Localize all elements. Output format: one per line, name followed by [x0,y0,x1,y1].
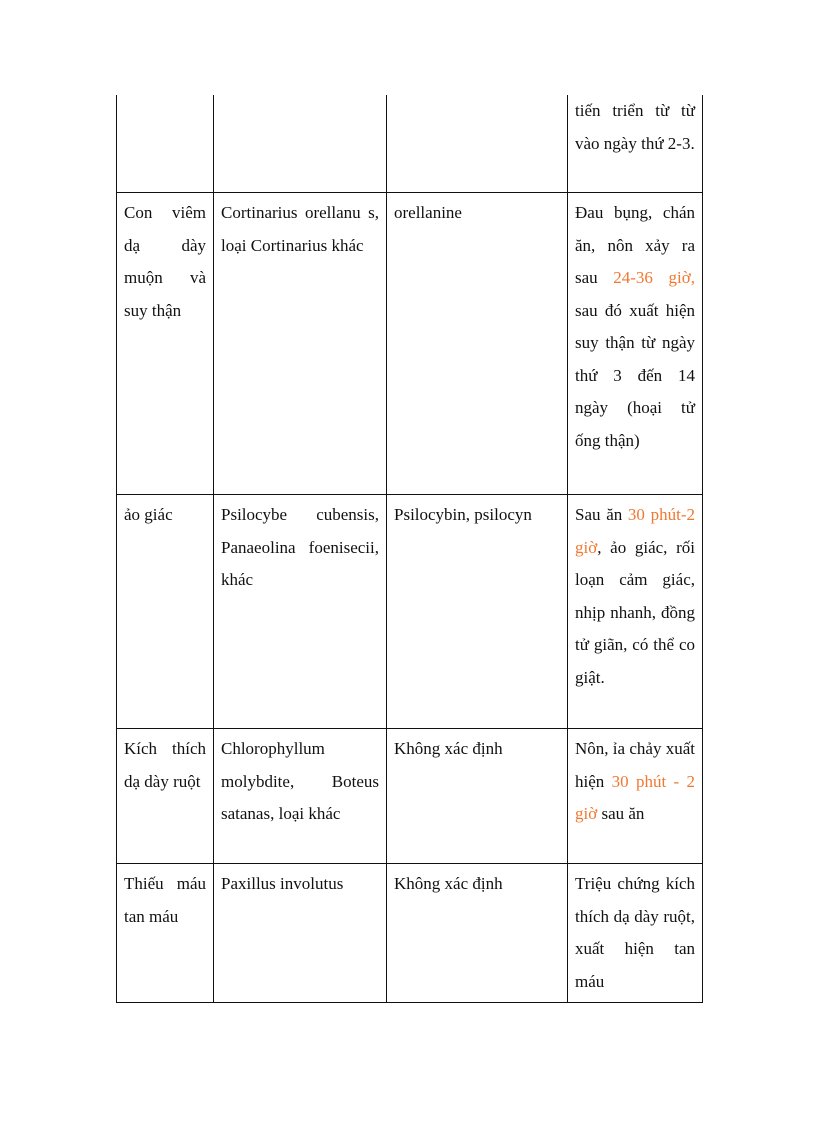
symptoms-cell [568,495,703,729]
species-cell: Psilocybe cubensis, Panaeolina foenisecii, khác [214,495,387,729]
mushroom-poisoning-table [116,95,703,1003]
table-row [117,95,703,193]
toxin-cell [387,95,568,193]
species-cell [214,95,387,193]
symptoms-text: Nôn, ỉa chảy xuất hiện [575,739,695,791]
mushroom-poisoning-table-container [116,95,702,1003]
syndrome-cell: Kích thích dạ dày ruột [117,729,214,864]
symptoms-cell [568,729,703,864]
symptoms-cell [568,193,703,495]
toxin-cell: Không xác định [387,729,568,864]
symptoms-onset-time: 30 phút - 2 giờ [575,771,695,823]
symptoms-onset-time: 30 phút-2 giờ [575,505,695,557]
syndrome-cell: Con viêm dạ dày muộn và suy thận [117,193,214,495]
symptoms-text: Sau ăn [575,505,628,524]
syndrome-cell: ảo giác [117,495,214,729]
symptoms-text-continued: sau đó xuất hiện suy thận từ ngày thứ 3 đến 14 ngày (hoại tử ống thận) [575,300,695,450]
syndrome-cell [117,95,214,193]
syndrome-cell: Thiếu máu tan máu [117,864,214,1003]
table-row [117,495,703,729]
toxin-cell: Psilocybin, psilocyn [387,495,568,729]
symptoms-text: tiến triển từ từ vào ngày thứ 2-3. [575,101,695,153]
species-cell: Cortinarius orellanu s, loại Cortinarius khác [214,193,387,495]
table-row [117,193,703,495]
symptoms-text: Đau bụng, chán ăn, nôn xảy ra sau [575,203,695,287]
species-cell: Paxillus involutus [214,864,387,1003]
symptoms-text-continued: sau ăn [597,804,645,823]
table-row [117,729,703,864]
toxin-cell: orellanine [387,193,568,495]
symptoms-cell [568,95,703,193]
species-cell: Chlorophyllum molybdite, Boteus satanas, loại khác [214,729,387,864]
table-row [117,864,703,1003]
symptoms-onset-time: 24-36 giờ, [613,268,695,287]
toxin-cell: Không xác định [387,864,568,1003]
symptoms-text: Triệu chứng kích thích dạ dày ruột, xuất hiện tan máu [575,874,695,991]
symptoms-cell [568,864,703,1003]
symptoms-text-continued: , ảo giác, rối loạn cảm giác, nhịp nhanh, đồng tử giãn, có thể co giật. [575,537,695,687]
